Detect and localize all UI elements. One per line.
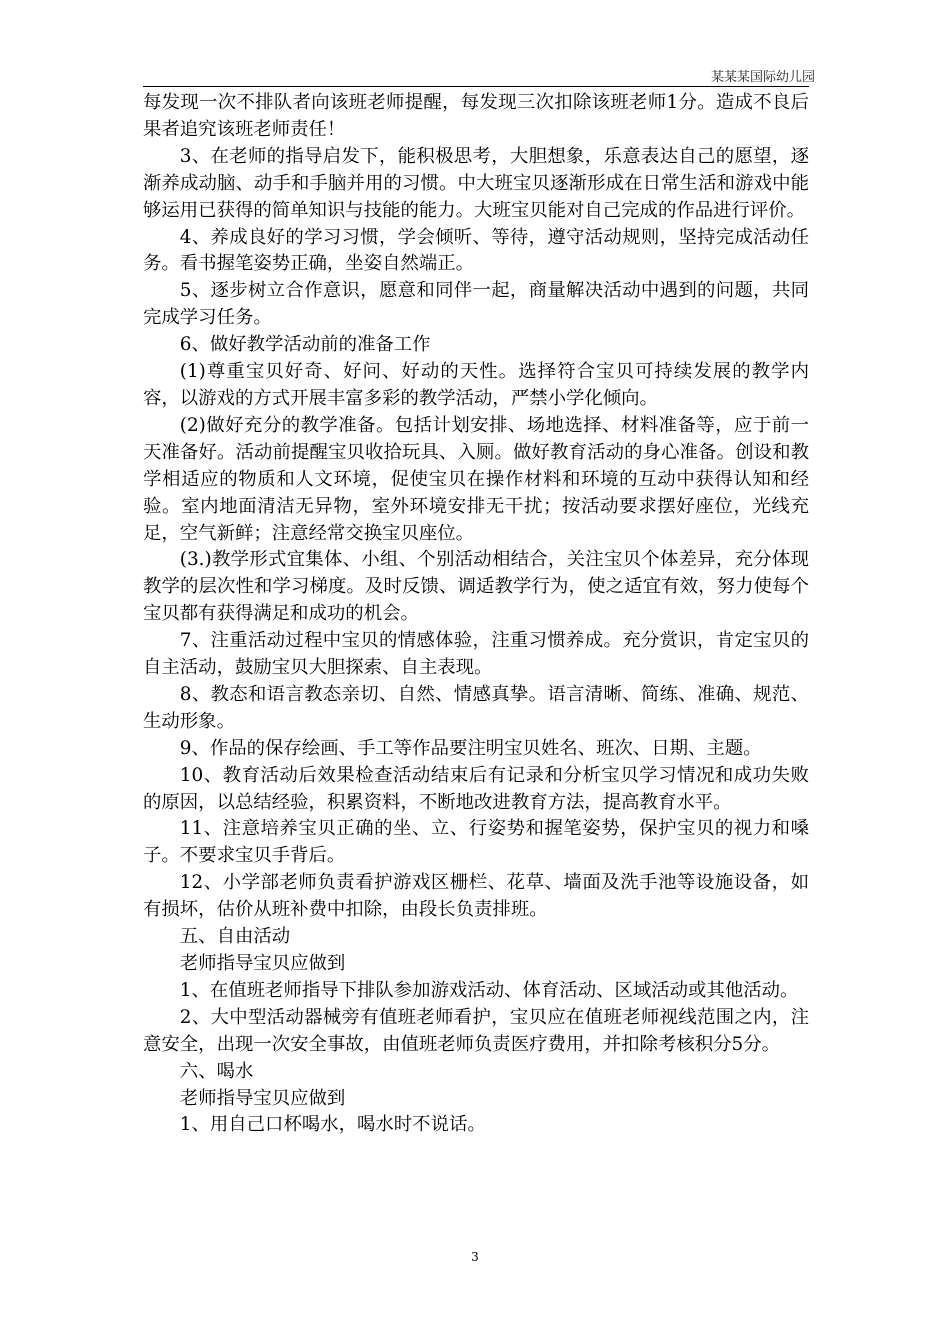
paragraph: 6、做好教学活动前的准备工作 [179,334,431,356]
paragraph: 每发现一次不排队者向该班老师提醒，每发现三次扣除该班老师1分。造成不良后果者追究该班老师责任！ [143,92,809,140]
paragraph: 8、教态和语言教态亲切、自然、情感真挚。语言清晰、简练、准确、规范、生动形象。 [143,683,809,732]
paragraph: 4、养成良好的学习习惯，学会倾听、等待，遵守活动规则，坚持完成活动任务。看书握笔姿势正确，坐姿自然端正。 [143,226,809,275]
paragraph: (3.)教学形式宜集体、小组、个别活动相结合，关注宝贝个体差异，充分体现教学的层次性和学习梯度。及时反馈、调适教学行为，使之适宜有效，努力使每个宝贝都有获得满足和成功的机会。 [143,549,809,625]
subheading: 老师指导宝贝应做到 [179,1087,346,1109]
subheading: 老师指导宝贝应做到 [179,953,346,974]
paragraph: 7、注重活动过程中宝贝的情感体验，注重习惯养成。充分赏识，肯定宝贝的自主活动，鼓励宝贝大胆探索、自主表现。 [143,630,809,679]
header-rule [143,86,809,87]
paragraph: 1、用自己口杯喝水，喝水时不说话。 [179,1114,486,1136]
paragraph: 12、小学部老师负责看护游戏区栅栏、花草、墙面及洗手池等设施设备，如有损坏，估价从班补费中扣除，由段长负责排班。 [143,872,809,921]
paragraph: 11、注意培养宝贝正确的坐、立、行姿势和握笔姿势，保护宝贝的视力和嗓子。不要求宝贝手背后。 [143,818,809,867]
paragraph: 3、在老师的指导启发下，能积极思考，大胆想象，乐意表达自己的愿望，逐渐养成动脑、动手和手脑并用的习惯。中大班宝贝逐渐形成在日常生活和游戏中能够运用已获得的简单知识与技能的能力。大班宝贝能对自己完成的作品进行评价。 [143,145,809,221]
section-heading: 五、自由活动 [179,926,291,948]
paragraph: 2、大中型活动器械旁有值班老师看护，宝贝应在值班老师视线范围之内，注意安全，出现一次安全事故，由值班老师负责医疗费用，并扣除考核积分5分。 [143,1006,809,1055]
paragraph: (1)尊重宝贝好奇、好问、好动的天性。选择符合宝贝可持续发展的教学内容，以游戏的方式开展丰富多彩的教学活动，严禁小学化倾向。 [143,361,809,409]
page-number: 3 [471,1250,479,1264]
paragraph: (2)做好充分的教学准备。包括计划安排、场地选择、材料准备等，应于前一天准备好。活动前提醒宝贝收拾玩具、入厕。做好教育活动的身心准备。创设和教学相适应的物质和人文环境，促使宝贝在操作材料和环境的互动中获得认知和经验。室内地面清洁无异物，室外环境安排无干扰；按活动要求摆好座位，光线充足，空气新鲜；注意经常交换宝贝座位。 [143,414,809,544]
paragraph: 1、在值班老师指导下排队参加游戏活动、体育活动、区域活动或其他活动。 [179,979,799,1001]
paragraph: 10、教育活动后效果检查活动结束后有记录和分析宝贝学习情况和成功失败的原因，以总结经验，积累资料，不断地改进教育方法，提高教育水平。 [143,764,809,813]
paragraph: 5、逐步树立合作意识，愿意和同伴一起，商量解决活动中遇到的问题，共同完成学习任务。 [143,280,809,329]
body-text [143,90,809,1139]
paragraph: 9、作品的保存绘画、手工等作品要注明宝贝姓名、班次、日期、主题。 [179,737,762,759]
header-school-name: 某某某国际幼儿园 [710,70,815,85]
section-heading: 六、喝水 [179,1060,254,1082]
